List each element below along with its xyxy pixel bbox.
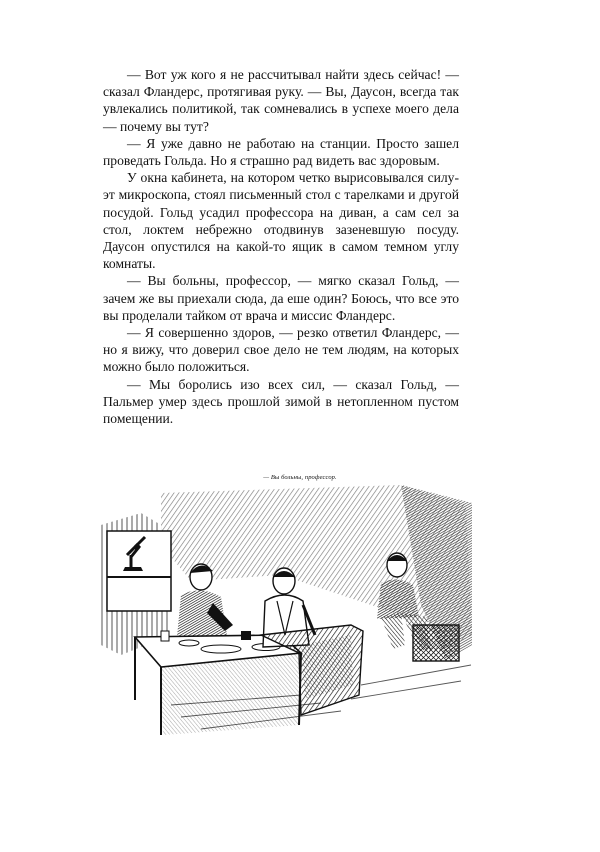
cup [161,631,169,641]
paragraph: — Вы больны, профессор, — мягко сказал Гольд, — зачем же вы приехали сюда, да еше один? Боюсь, что все это вы проделали тайком от врача и миссис Фландерс. [103,273,459,323]
crate [413,625,459,661]
paragraph: — Я уже давно не работаю на станции. Просто зашел проведать Гольда. Но я страшно рад видеть вас здоровым. [103,135,459,169]
paragraph: У окна кабинета, на котором четко вырисовывался силуэт микроскопа, стоял письменный стол с тарелками и другой посудой. Гольд усадил профессора на диван, а сам сел за стол, локтем небрежно отодвинув зазеневшую посуду. Даусон опустился на какой-то ящик в самом темном углу комнаты. [103,170,459,272]
plate [201,645,241,653]
paragraph: — Мы боролись изо всех сил, — сказал Гольд, — Пальмер умер здесь прошлой зимой в нетопленном пустом помещении. [103,376,459,427]
illustration-caption: — Вы больны, профессор. [263,474,337,481]
plate [179,640,199,646]
illustration [101,485,472,750]
body-text [103,66,459,427]
cup [241,631,251,640]
paragraph: — Я совершенно здоров, — резко ответил Фландерс, — но я вижу, что доверил свое дело не тем людям, на которых можно было положиться. [103,325,459,375]
paragraph: — Вот уж кого я не рассчитывал найти здесь сейчас! — сказал Фландерс, протягивая руку. — Вы, Даусон, всегда так увлекались политикой, так сомневались в успехе моего дела — почему вы тут? [103,67,459,134]
